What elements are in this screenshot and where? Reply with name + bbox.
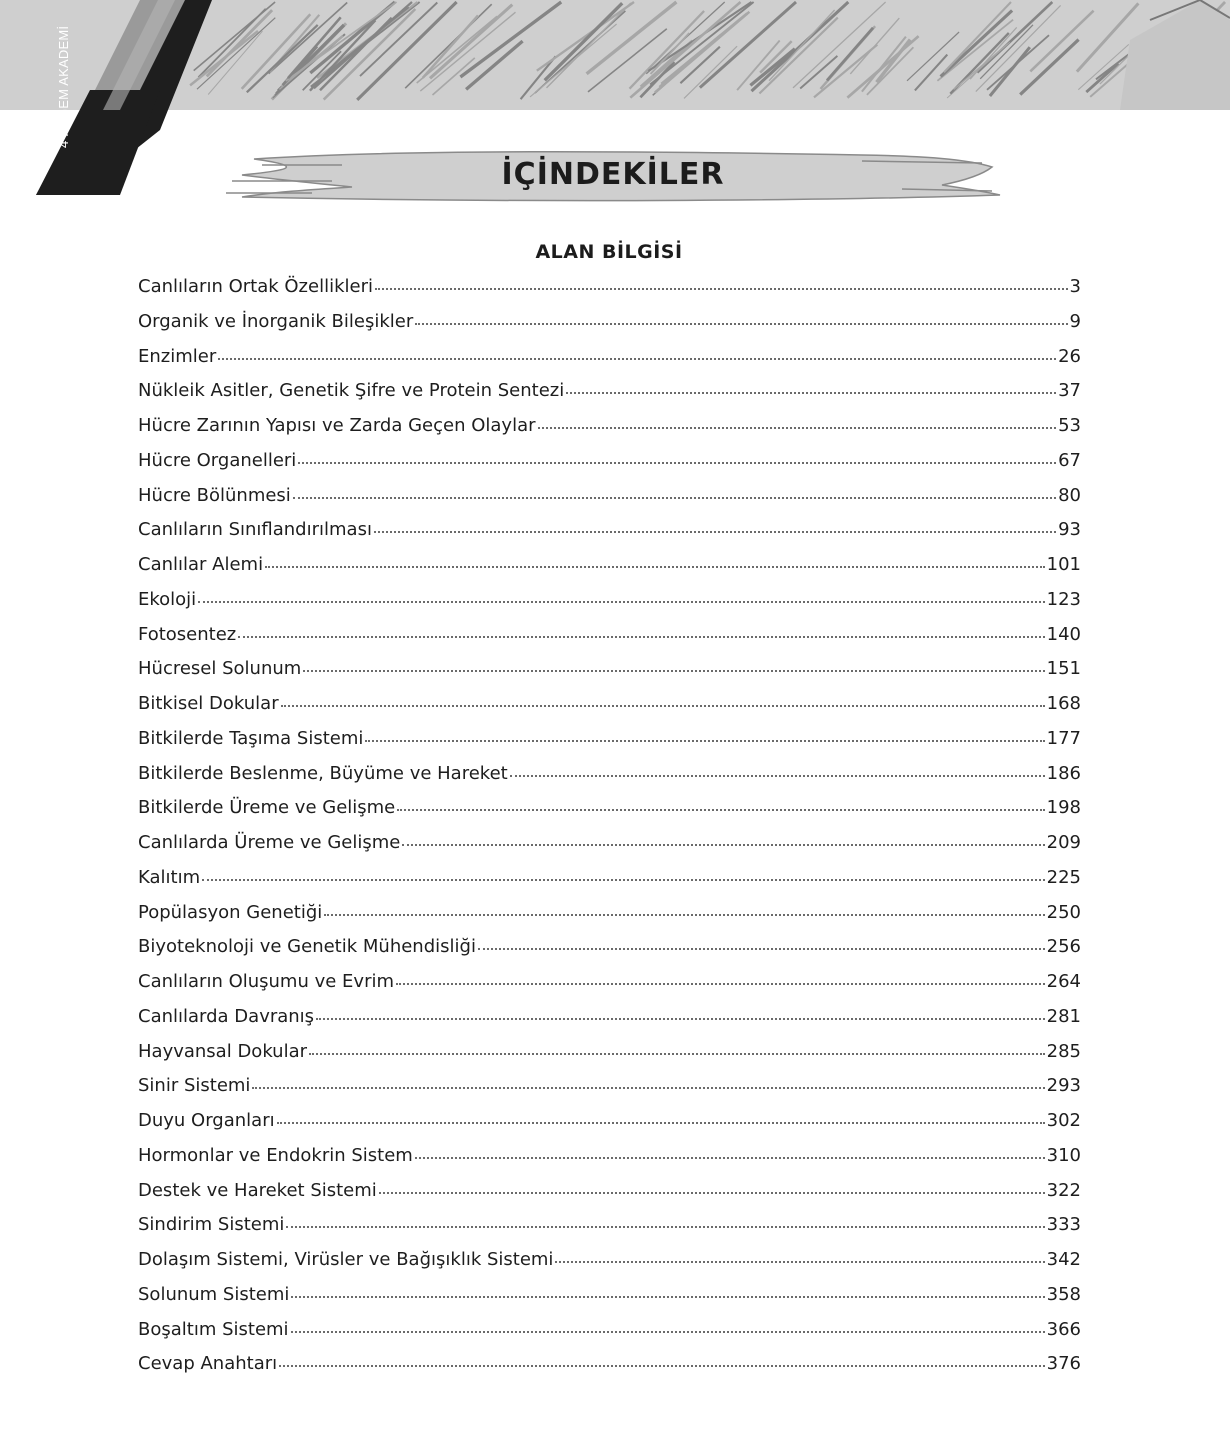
- publisher-brand: 4 PEGEM AKADEMİ: [56, 25, 71, 148]
- toc-entry[interactable]: [138, 380, 1081, 415]
- toc-entry[interactable]: [138, 1110, 1081, 1145]
- toc-entry[interactable]: [138, 1006, 1081, 1041]
- dot-leader: [402, 843, 1044, 846]
- toc-entry-title: Fotosentez: [138, 623, 237, 645]
- toc-entry-title: Sinir Sistemi: [138, 1075, 251, 1097]
- toc-entry[interactable]: [138, 276, 1081, 311]
- dot-leader: [277, 1121, 1045, 1124]
- toc-entry-page: 93: [1058, 519, 1081, 541]
- toc-entry-title: Destek ve Hareket Sistemi: [138, 1179, 377, 1201]
- dot-leader: [309, 1052, 1045, 1055]
- toc-entry-page: 281: [1046, 1005, 1081, 1027]
- toc-entry-title: Boşaltım Sistemi: [138, 1318, 289, 1340]
- toc-entry-title: Biyoteknoloji ve Genetik Mühendisliği: [138, 936, 476, 958]
- toc-entry-title: Hayvansal Dokular: [138, 1040, 308, 1062]
- toc-entry-page: 333: [1046, 1214, 1081, 1236]
- dot-leader: [379, 1191, 1045, 1194]
- table-of-contents: [138, 276, 1081, 1388]
- toc-entry[interactable]: [138, 797, 1081, 832]
- toc-entry-page: 151: [1046, 658, 1081, 680]
- toc-entry-page: 186: [1046, 762, 1081, 784]
- toc-entry-title: Enzimler: [138, 345, 217, 367]
- toc-entry[interactable]: [138, 1075, 1081, 1110]
- toc-entry-page: 256: [1046, 936, 1081, 958]
- toc-entry[interactable]: [138, 485, 1081, 520]
- toc-entry[interactable]: [138, 1319, 1081, 1354]
- dot-leader: [478, 947, 1045, 950]
- dot-leader: [218, 357, 1056, 360]
- toc-entry-title: Bitkilerde Beslenme, Büyüme ve Hareket: [138, 762, 508, 784]
- dot-leader: [324, 913, 1044, 916]
- toc-entry-title: Hücresel Solunum: [138, 658, 302, 680]
- toc-entry-page: 310: [1046, 1144, 1081, 1166]
- dot-leader: [375, 287, 1068, 290]
- toc-entry-title: Solunum Sistemi: [138, 1283, 290, 1305]
- section-title: ALAN BİLGİSİ: [535, 241, 683, 263]
- toc-entry-page: 285: [1046, 1040, 1081, 1062]
- toc-entry-title: Hücre Bölünmesi: [138, 484, 291, 506]
- toc-entry[interactable]: [138, 763, 1081, 798]
- dot-leader: [238, 635, 1044, 638]
- toc-entry-page: 342: [1046, 1249, 1081, 1270]
- dot-leader: [281, 704, 1045, 707]
- toc-entry-title: Canlıların Ortak Özellikleri: [138, 276, 373, 297]
- toc-entry-title: Bitkilerde Taşıma Sistemi: [138, 727, 364, 749]
- dot-leader: [293, 496, 1056, 499]
- toc-entry-title: Organik ve İnorganik Bileşikler: [138, 310, 414, 332]
- dot-leader: [510, 774, 1045, 777]
- toc-entry[interactable]: [138, 1145, 1081, 1180]
- toc-entry-page: 225: [1046, 866, 1081, 888]
- toc-entry-page: 209: [1046, 832, 1081, 853]
- dot-leader: [265, 565, 1045, 568]
- toc-entry-page: 101: [1046, 554, 1081, 575]
- toc-entry-title: Hormonlar ve Endokrin Sistem: [138, 1144, 413, 1166]
- toc-entry-title: Canlılar Alemi: [138, 554, 264, 575]
- dot-leader: [396, 982, 1045, 985]
- toc-entry-page: 264: [1046, 971, 1081, 992]
- toc-entry-title: Hücre Organelleri: [138, 449, 297, 471]
- toc-entry-title: Hücre Zarının Yapısı ve Zarda Geçen Olaylar: [138, 415, 536, 436]
- dot-leader: [198, 600, 1044, 603]
- dot-leader: [415, 322, 1067, 325]
- toc-entry-title: Canlılarda Davranış: [138, 1005, 315, 1027]
- toc-entry[interactable]: [138, 936, 1081, 971]
- toc-entry-page: 198: [1046, 797, 1081, 819]
- toc-entry[interactable]: [138, 1249, 1081, 1284]
- toc-entry[interactable]: [138, 658, 1081, 693]
- toc-entry[interactable]: [138, 1214, 1081, 1249]
- toc-entry-title: Canlılarda Üreme ve Gelişme: [138, 832, 401, 853]
- toc-entry-title: Canlıların Oluşumu ve Evrim: [138, 971, 395, 992]
- toc-entry-page: 140: [1046, 623, 1081, 645]
- toc-entry[interactable]: [138, 1180, 1081, 1215]
- toc-entry-page: 3: [1069, 276, 1081, 297]
- toc-entry-page: 293: [1046, 1075, 1081, 1097]
- toc-entry[interactable]: [138, 832, 1081, 867]
- toc-entry-page: 376: [1046, 1353, 1081, 1375]
- toc-entry-page: 26: [1058, 345, 1081, 367]
- page-title: İÇİNDEKİLER: [501, 157, 725, 192]
- dot-leader: [286, 1225, 1044, 1228]
- dot-leader: [202, 878, 1045, 881]
- toc-entry[interactable]: [138, 554, 1081, 589]
- toc-entry-page: 9: [1069, 310, 1081, 332]
- toc-entry[interactable]: [138, 693, 1081, 728]
- toc-entry-title: Cevap Anahtarı: [138, 1353, 278, 1375]
- toc-entry-title: Kalıtım: [138, 866, 201, 888]
- dot-leader: [291, 1330, 1045, 1333]
- toc-entry-page: 168: [1046, 693, 1081, 714]
- toc-entry-page: 53: [1058, 415, 1081, 436]
- toc-entry-page: 250: [1046, 901, 1081, 923]
- toc-entry[interactable]: [138, 311, 1081, 346]
- dot-leader: [252, 1086, 1044, 1089]
- toc-entry-page: 67: [1058, 449, 1081, 471]
- toc-entry[interactable]: [138, 624, 1081, 659]
- toc-entry[interactable]: [138, 867, 1081, 902]
- toc-entry[interactable]: [138, 1041, 1081, 1076]
- dot-leader: [538, 426, 1057, 429]
- toc-entry[interactable]: [138, 519, 1081, 554]
- toc-entry-title: Bitkisel Dokular: [138, 693, 279, 714]
- toc-entry[interactable]: [138, 589, 1081, 624]
- dot-leader: [415, 1156, 1045, 1159]
- toc-entry[interactable]: [138, 1353, 1081, 1388]
- toc-entry[interactable]: [138, 1284, 1081, 1319]
- toc-entry-page: 322: [1046, 1179, 1081, 1201]
- dot-leader: [566, 391, 1056, 394]
- toc-entry-title: Duyu Organları: [138, 1110, 275, 1131]
- dot-leader: [397, 808, 1044, 811]
- toc-entry-title: Popülasyon Genetiği: [138, 901, 323, 923]
- toc-entry-page: 302: [1046, 1110, 1081, 1131]
- dot-leader: [374, 530, 1056, 533]
- toc-entry-page: 80: [1058, 484, 1081, 506]
- dot-leader: [555, 1260, 1044, 1263]
- toc-entry[interactable]: [138, 971, 1081, 1006]
- toc-entry-title: Dolaşım Sistemi, Virüsler ve Bağışıklık Sistemi: [138, 1249, 554, 1270]
- toc-entry[interactable]: [138, 346, 1081, 381]
- toc-entry-title: Canlıların Sınıflandırılması: [138, 519, 372, 541]
- toc-entry[interactable]: [138, 415, 1081, 450]
- toc-entry-title: Nükleik Asitler, Genetik Şifre ve Protein Sentezi: [138, 380, 565, 402]
- toc-entry-page: 358: [1046, 1283, 1081, 1305]
- toc-entry[interactable]: [138, 450, 1081, 485]
- dot-leader: [316, 1017, 1045, 1020]
- toc-entry-page: 366: [1046, 1318, 1081, 1340]
- toc-entry-page: 177: [1046, 727, 1081, 749]
- toc-entry[interactable]: [138, 728, 1081, 763]
- toc-entry-page: 37: [1058, 380, 1081, 402]
- dot-leader: [291, 1295, 1044, 1298]
- toc-entry-title: Ekoloji: [138, 588, 197, 610]
- dot-leader: [303, 669, 1044, 672]
- dot-leader: [365, 739, 1044, 742]
- dot-leader: [279, 1364, 1045, 1367]
- toc-entry-title: Bitkilerde Üreme ve Gelişme: [138, 797, 396, 819]
- toc-entry-title: Sindirim Sistemi: [138, 1214, 285, 1236]
- toc-entry-page: 123: [1046, 588, 1081, 610]
- dot-leader: [298, 461, 1056, 464]
- toc-entry[interactable]: [138, 902, 1081, 937]
